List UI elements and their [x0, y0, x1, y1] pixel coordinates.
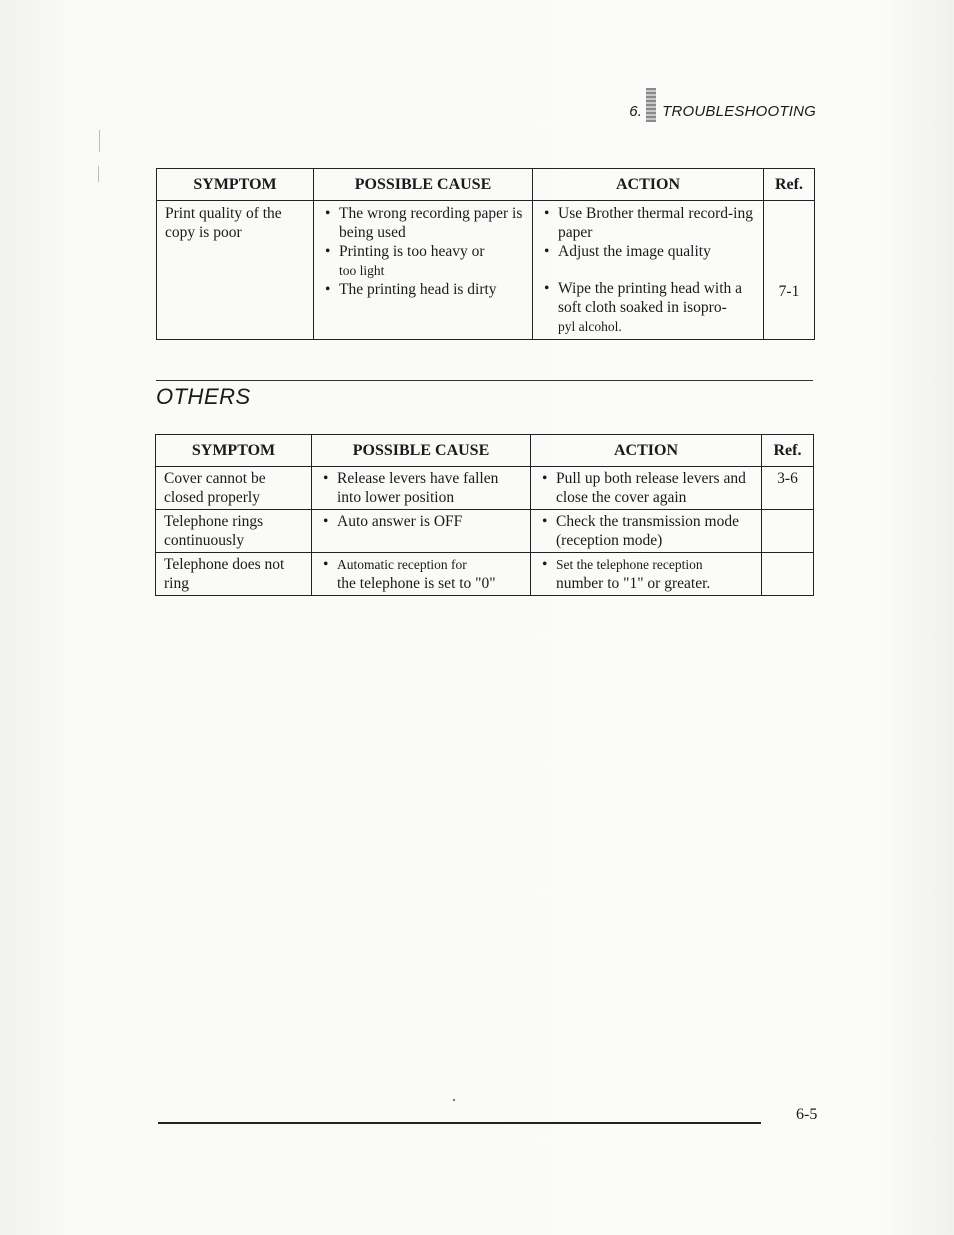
header-symptom: SYMPTOM: [156, 435, 312, 467]
action-item: • Set the telephone reception number to "1" or greater.: [539, 555, 753, 593]
cause-item: • Auto answer is OFF: [320, 512, 522, 531]
section-title-others: OTHERS: [156, 384, 251, 409]
symptom-cell: Cover cannot be closed properly: [156, 467, 312, 510]
action-item: • Pull up both release levers and close the cover again: [539, 469, 753, 507]
header-possible-cause: POSSIBLE CAUSE: [314, 169, 533, 201]
symptom-cell: Telephone does not ring: [156, 553, 312, 596]
cause-cell: [314, 201, 533, 340]
action-item: • Check the transmission mode (reception mode): [539, 512, 753, 550]
action-cell: [531, 467, 762, 510]
cause-item: • The printing head is dirty: [322, 280, 524, 299]
cause-item: • Release levers have fallen into lower position: [320, 469, 522, 507]
ref-cell: 3-6: [762, 467, 814, 510]
action-item: • Wipe the printing head with a soft cloth soaked in isopro- pyl alcohol.: [541, 279, 755, 336]
table-row: [156, 467, 814, 510]
table-header-row: [156, 435, 814, 467]
chapter-title: TROUBLESHOOTING: [662, 102, 816, 120]
table-row: [157, 201, 815, 340]
cause-cell: [312, 553, 531, 596]
header-action: ACTION: [531, 435, 762, 467]
chapter-marker-icon: [646, 88, 656, 122]
chapter-number: 6.: [629, 102, 643, 120]
header-ref: Ref.: [762, 435, 814, 467]
scan-speck: [98, 166, 99, 182]
troubleshooting-table-others: [155, 434, 814, 596]
scan-speck: [99, 130, 100, 152]
action-cell: [533, 201, 764, 340]
header-ref: Ref.: [764, 169, 815, 201]
footer-rule: [158, 1122, 761, 1124]
table-row: [156, 510, 814, 553]
table-row: [156, 553, 814, 596]
header-possible-cause: POSSIBLE CAUSE: [312, 435, 531, 467]
page-number: 6-5: [796, 1106, 818, 1123]
action-item: • Adjust the image quality: [541, 242, 755, 261]
table-header-row: [157, 169, 815, 201]
header-action: ACTION: [533, 169, 764, 201]
cause-item: • Printing is too heavy or too light: [322, 242, 524, 280]
action-cell: [531, 553, 762, 596]
cause-item: • The wrong recording paper is being used: [322, 204, 524, 242]
scan-speck: [453, 1099, 455, 1101]
running-header: [629, 94, 816, 128]
cause-cell: [312, 510, 531, 553]
cause-cell: [312, 467, 531, 510]
symptom-cell: Print quality of the copy is poor: [157, 201, 314, 340]
action-item: • Use Brother thermal record-ing paper: [541, 204, 755, 242]
symptom-cell: Telephone rings continuously: [156, 510, 312, 553]
ref-cell: [762, 553, 814, 596]
troubleshooting-table-print-quality: [156, 168, 815, 340]
ref-cell: [762, 510, 814, 553]
header-symptom: SYMPTOM: [157, 169, 314, 201]
cause-item: • Automatic reception for the telephone is set to "0": [320, 555, 522, 593]
action-cell: [531, 510, 762, 553]
ref-cell: 7-1: [764, 201, 815, 340]
section-divider: [156, 380, 813, 381]
